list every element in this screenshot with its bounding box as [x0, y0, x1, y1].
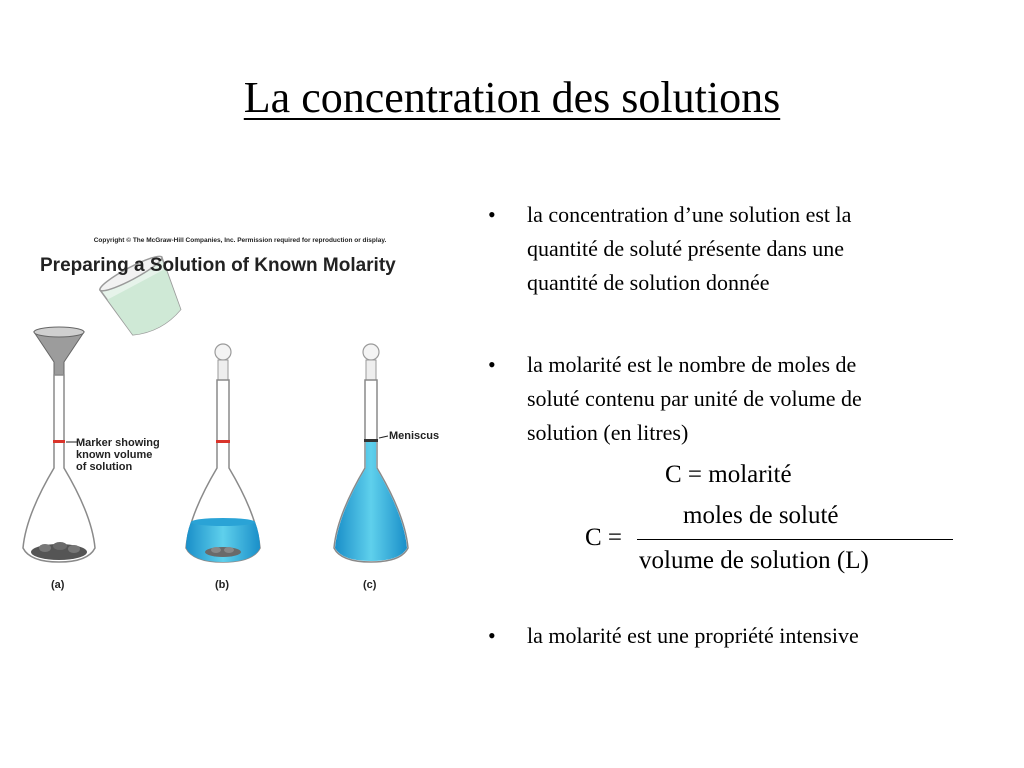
panel-c-label: (c): [363, 579, 377, 591]
marker-callout-line2: known volume: [76, 449, 153, 461]
molarity-definition: C = molarité: [665, 461, 792, 488]
marker-callout: [76, 437, 160, 473]
marker-callout-line1: Marker showing: [76, 437, 160, 449]
panel-a-label: (a): [51, 579, 65, 591]
panel-c-drawing: [334, 344, 408, 562]
bullet-line: solution (en litres): [527, 420, 689, 445]
bullet-line: la concentration d’une solution est la: [527, 202, 852, 227]
molarity-figure: [20, 230, 460, 600]
bullet-line: quantité de soluté présente dans une: [527, 236, 845, 261]
flask-illustration: [20, 230, 460, 600]
bullet-symbol: •: [488, 352, 496, 377]
panel-b-label: (b): [215, 579, 230, 591]
bullet-line: soluté contenu par unité de volume de: [527, 386, 862, 411]
formula-numerator: moles de soluté: [683, 502, 839, 529]
marker-callout-line3: of solution: [76, 461, 133, 473]
bullet-symbol: •: [488, 202, 496, 227]
fraction-bar: [637, 539, 953, 540]
panel-a-drawing: [23, 252, 190, 562]
bullet-line: quantité de solution donnée: [527, 270, 770, 295]
bullet-line: la molarité est le nombre de moles de: [527, 352, 857, 377]
meniscus-callout: Meniscus: [389, 430, 440, 442]
bullet-line: la molarité est une propriété intensive: [527, 623, 859, 648]
formula-denominator: volume de solution (L): [639, 547, 869, 574]
slide-title: La concentration des solutions: [243, 73, 781, 122]
figure-title: Preparing a Solution of Known Molarity: [40, 255, 396, 276]
panel-b-drawing: [186, 344, 260, 562]
formula-lhs: C =: [585, 524, 623, 551]
figure-copyright: Copyright © The McGraw-Hill Companies, Inc. Permission required for reproduction or display.: [93, 237, 387, 244]
bullet-symbol: •: [488, 623, 496, 648]
